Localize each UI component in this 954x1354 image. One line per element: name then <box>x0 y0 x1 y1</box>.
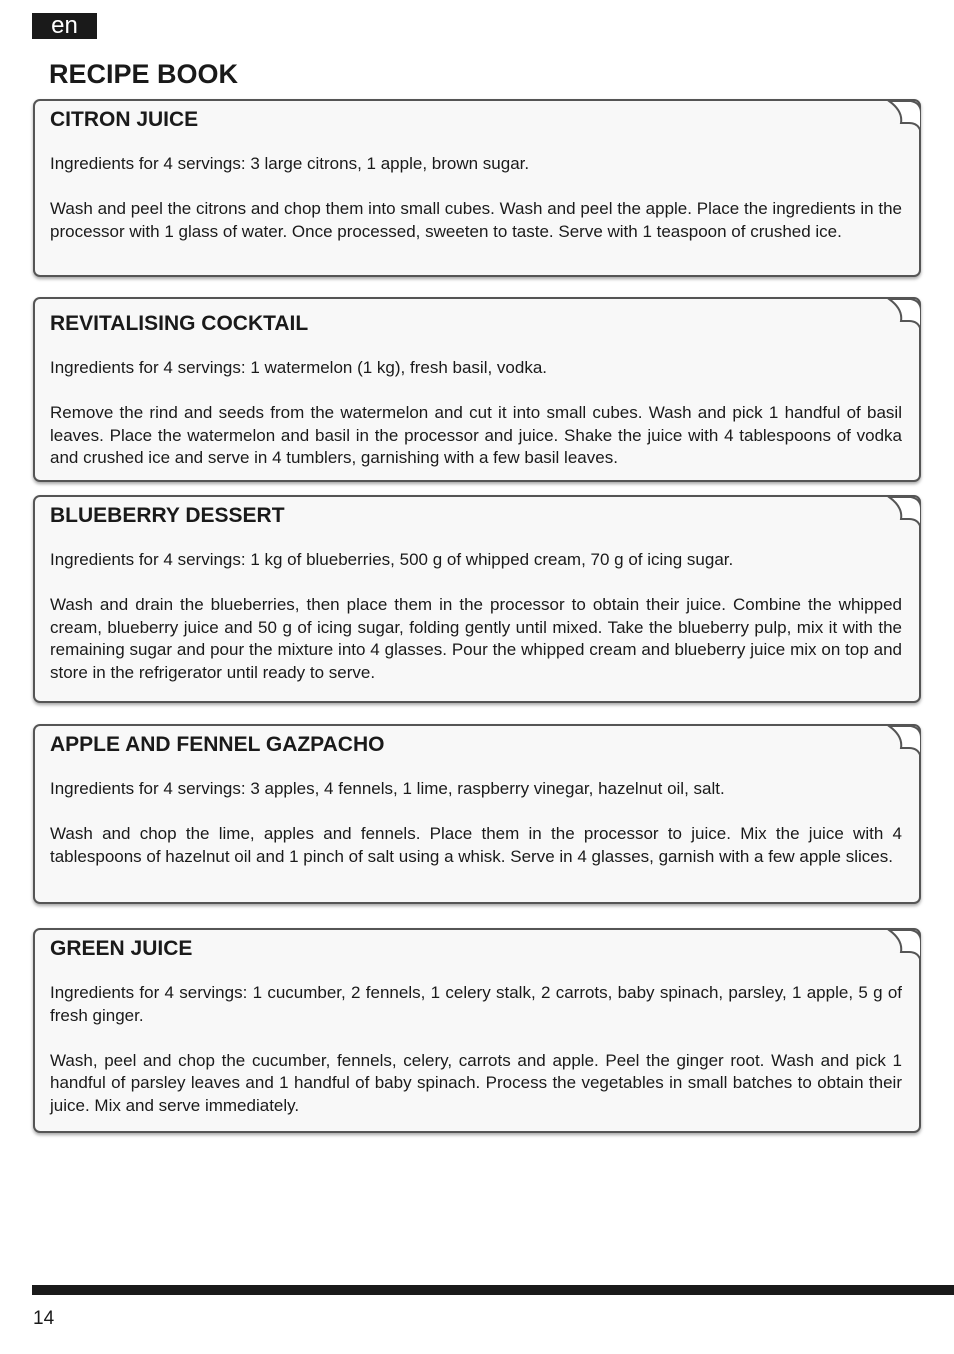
recipe-method: Wash and peel the citrons and chop them into small cubes. Wash and peel the apple. Place the ingredients in the processor with 1 glass of water. Once processed, sweeten to taste. Serve with 1 teaspoon of crushed ice. <box>50 198 902 241</box>
language-badge: en <box>32 13 97 39</box>
recipe-title: APPLE AND FENNEL GAZPACHO <box>50 733 385 756</box>
page-curl-icon <box>887 297 921 333</box>
recipe-ingredients: Ingredients for 4 servings: 1 cucumber, 2 fennels, 1 celery stalk, 2 carrots, baby spinach, parsley, 1 apple, 5 g of fresh ginger. <box>50 983 902 1025</box>
recipe-card-apple-fennel-gazpacho <box>33 724 921 904</box>
recipe-ingredients: Ingredients for 4 servings: 1 watermelon (1 kg), fresh basil, vodka. <box>50 358 548 377</box>
page-curl-icon <box>887 99 921 135</box>
recipe-ingredients: Ingredients for 4 servings: 1 kg of blueberries, 500 g of whipped cream, 70 g of icing sugar. <box>50 550 734 569</box>
recipe-title: CITRON JUICE <box>50 108 199 131</box>
recipe-method: Wash, peel and chop the cucumber, fennels, celery, carrots and apple. Peel the ginger root. Wash and pick 1 handful of parsley leaves and 1 handful of baby spinach. Process the vegetables in small batches to obtain their juice. Mix and serve immediately. <box>50 1050 902 1116</box>
page-curl-icon <box>887 928 921 964</box>
recipe-method: Wash and drain the blueberries, then place them in the processor to obtain their juice. Combine the whipped cream, blueberry juice and 50 g of icing sugar, folding gently until mixed. Take the blueberry pulp, mix it with the remaining sugar and pour the mixture into 4 glasses. Pour the whipped cream and blueberry juice mix on top and store in the refrigerator until ready to serve. <box>50 594 902 683</box>
recipe-method: Wash and chop the lime, apples and fennels. Place them in the processor to juice. Mix the juice with 4 tablespoons of hazelnut oil and 1 pinch of salt using a whisk. Serve in 4 glasses, garnish with a few apple slices. <box>50 823 902 866</box>
recipe-card-revitalising-cocktail <box>33 297 921 482</box>
recipe-card-citron-juice <box>33 99 921 277</box>
recipe-ingredients: Ingredients for 4 servings: 3 large citrons, 1 apple, brown sugar. <box>50 154 530 173</box>
recipe-card-blueberry-dessert <box>33 495 921 703</box>
page-curl-icon <box>887 495 921 531</box>
recipe-ingredients: Ingredients for 4 servings: 3 apples, 4 fennels, 1 lime, raspberry vinegar, hazelnut oil, salt. <box>50 779 725 798</box>
recipe-title: REVITALISING COCKTAIL <box>50 312 309 335</box>
recipe-method: Remove the rind and seeds from the watermelon and cut it into small cubes. Wash and pick 1 handful of basil leaves. Place the watermelon and basil in the processor and juice. Shake the juice with 4 tablespoons of vodka and crushed ice and serve in 4 tumblers, garnishing with a few basil leaves. <box>50 402 902 468</box>
recipe-title: GREEN JUICE <box>50 937 193 960</box>
page-number: 14 <box>33 1308 55 1329</box>
recipe-card-green-juice <box>33 928 921 1133</box>
recipe-title: BLUEBERRY DESSERT <box>50 504 285 527</box>
page-curl-icon <box>887 724 921 760</box>
page-title: RECIPE BOOK <box>49 59 239 89</box>
footer-rule <box>32 1285 954 1295</box>
